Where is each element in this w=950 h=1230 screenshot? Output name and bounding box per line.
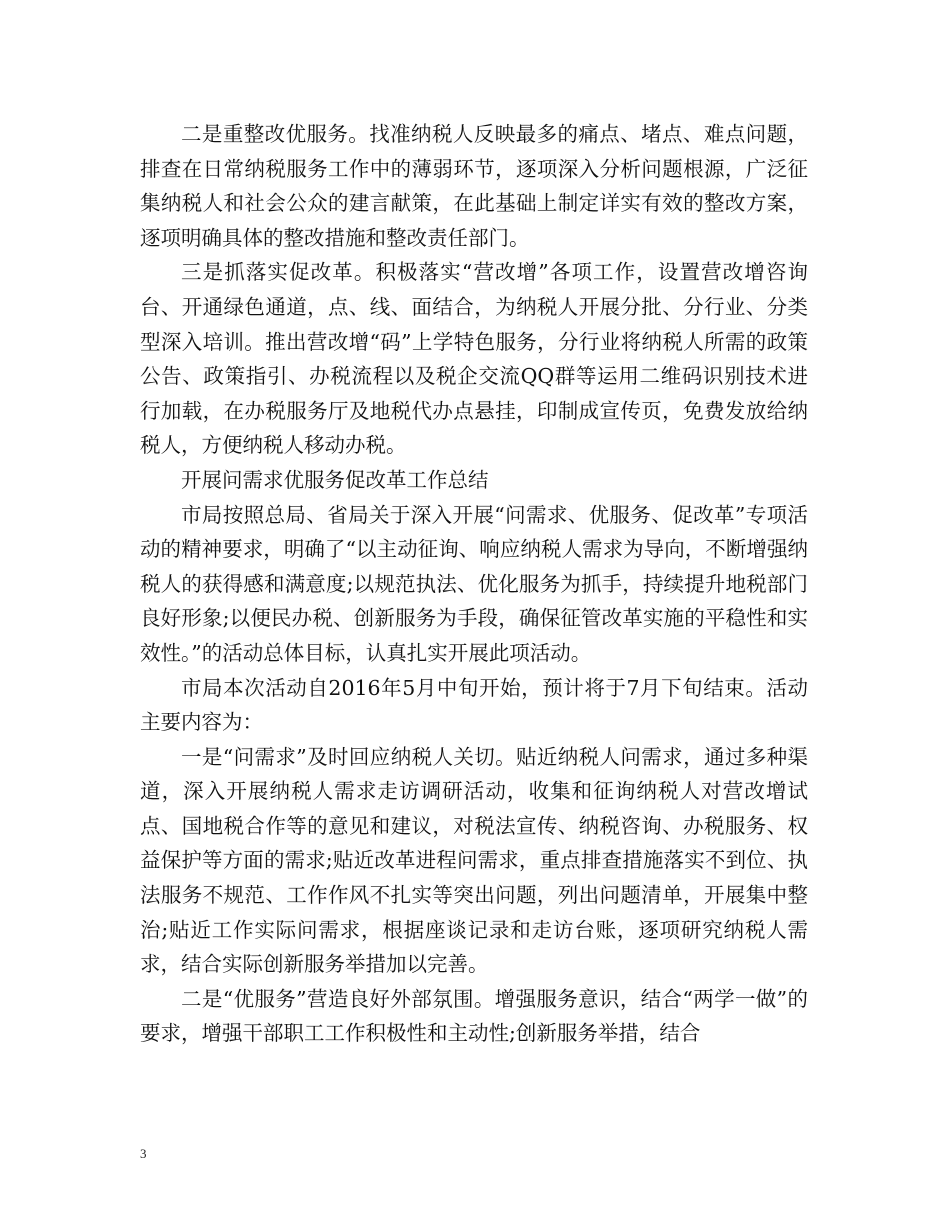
paragraph-rectification: 二是重整改优服务。找准纳税人反映最多的痛点、堵点、难点问题，排查在日常纳税服务工作中的薄弱环节，逐项深入分析问题根源，广泛征集纳税人和社会公众的建言献策，在此基础上制定详实有效的整改方案，逐项明确具体的整改措施和整改责任部门。	[140, 122, 808, 250]
page-number: 3	[140, 1146, 147, 1161]
paragraph-optimize-service: 二是“优服务”营造良好外部氛围。增强服务意识，结合“两学一做”的要求，增强干部职工工作积极性和主动性;创新服务举措，结合	[140, 986, 808, 1046]
section-heading: 开展问需求优服务促改革工作总结	[181, 467, 489, 492]
paragraph-ask-needs: 一是“问需求”及时回应纳税人关切。贴近纳税人问需求，通过多种渠道，深入开展纳税人需求走访调研活动，收集和征询纳税人对营改增试点、国地税合作等的意见和建议，对税法宣传、纳税咨询、办税服务、权益保护等方面的需求;贴近改革进程问需求，重点排查措施落实不到位、执法服务不规范、工作作风不扎实等突出问题，列出问题清单，开展集中整治;贴近工作实际问需求，根据座谈记录和走访台账，逐项研究纳税人需求，结合实际创新服务举措加以完善。	[140, 744, 808, 977]
paragraph-activity-goals: 市局按照总局、省局关于深入开展“问需求、优服务、促改革”专项活动的精神要求，明确了“以主动征询、响应纳税人需求为导向，不断增强纳税人的获得感和满意度;以规范执法、优化服务为抓手，持续提升地税部门良好形象;以便民办税、创新服务为手段，确保征管改革实施的平稳性和实效性。”的活动总体目标，认真扎实开展此项活动。	[140, 502, 808, 665]
paragraph-activity-schedule: 市局本次活动自2016年5月中旬开始，预计将于7月下旬结束。活动主要内容为：	[140, 675, 808, 735]
paragraph-reform-implementation: 三是抓落实促改革。积极落实“营改增”各项工作，设置营改增咨询台、开通绿色通道，点、线、面结合，为纳税人开展分批、分行业、分类型深入培训。推出营改增“码”上学特色服务，分行业将纳税人所需的政策公告、政策指引、办税流程以及税企交流QQ群等运用二维码识别技术进行加载，在办税服务厅及地税代办点悬挂，印制成宣传页，免费发放给纳税人，方便纳税人移动办税。	[140, 260, 808, 458]
document-body	[140, 117, 808, 1051]
